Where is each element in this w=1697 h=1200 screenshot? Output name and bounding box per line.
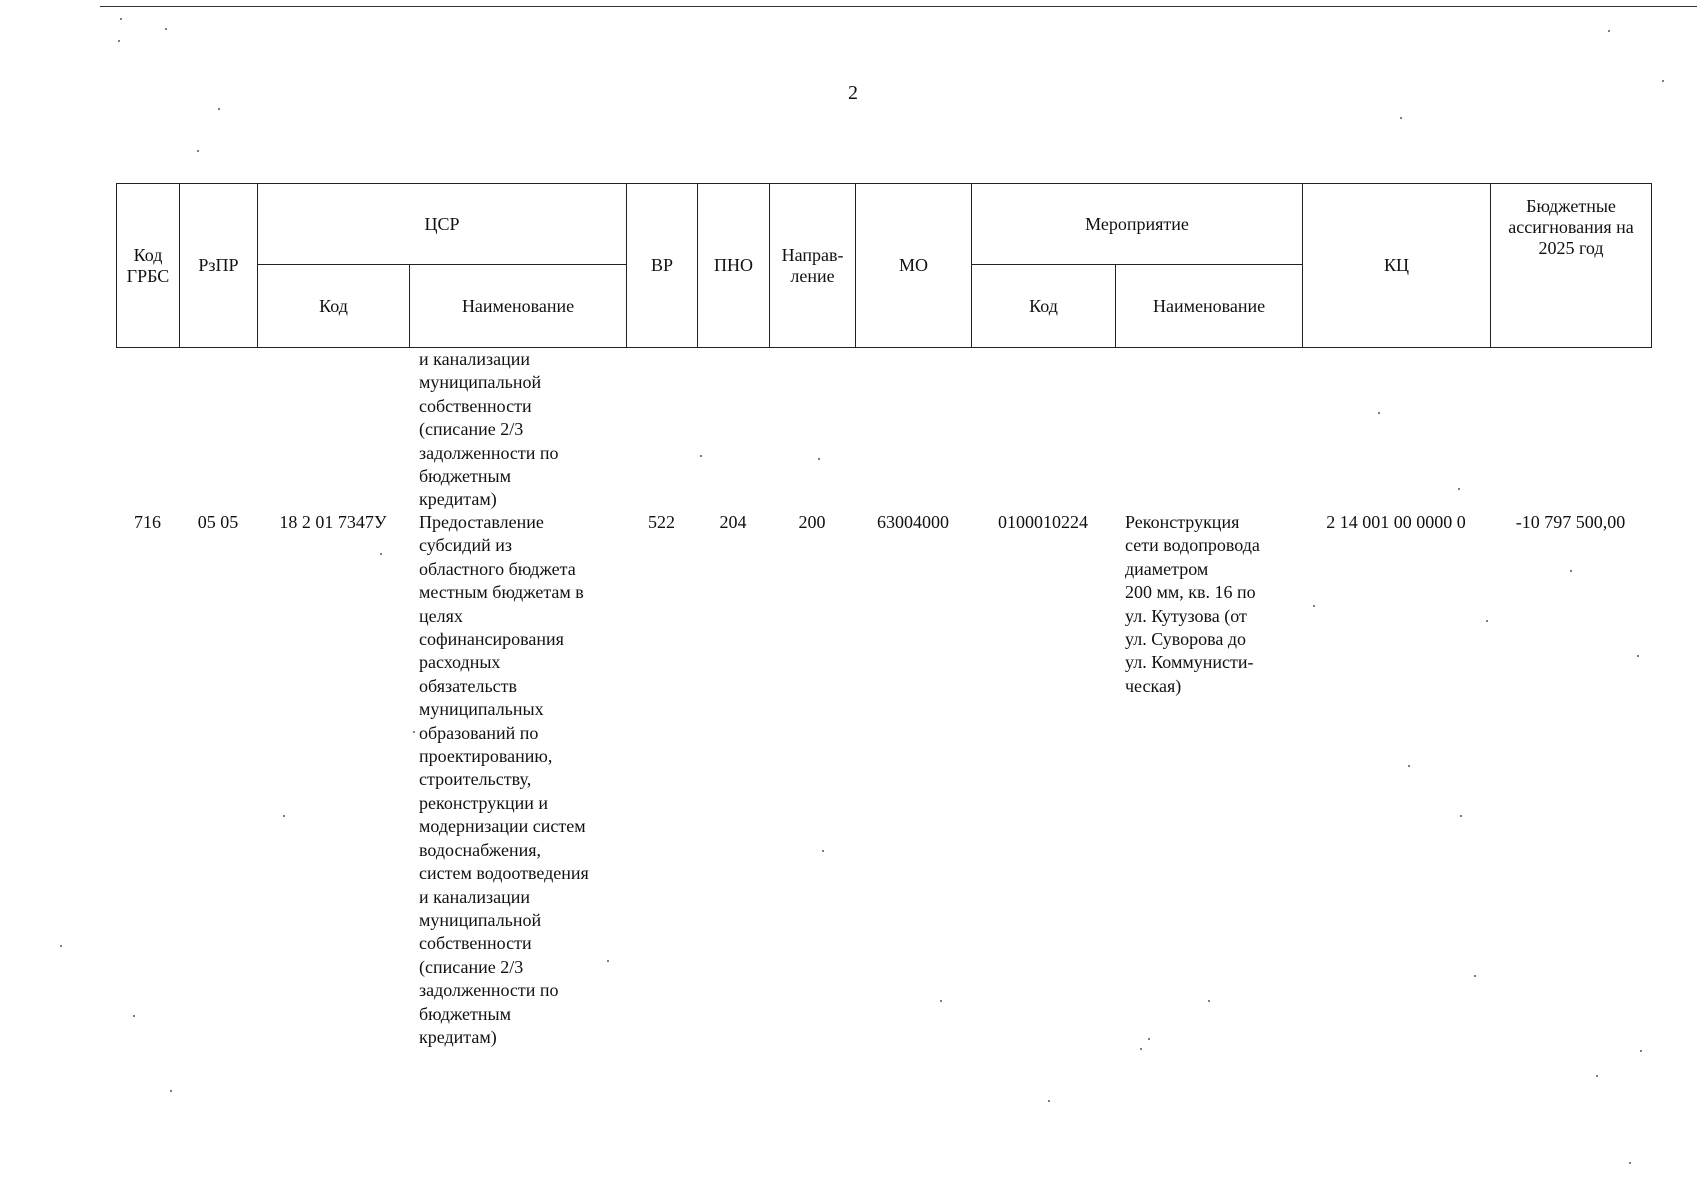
- text-line: расходных: [419, 652, 501, 673]
- speck: [133, 1015, 135, 1017]
- text-line: областного бюджета: [419, 558, 576, 579]
- header-vr: ВР: [627, 184, 698, 348]
- speck: [940, 1000, 942, 1002]
- speck: [1474, 975, 1476, 977]
- top-rule: [100, 6, 1697, 7]
- speck: [218, 108, 220, 110]
- text-line: образований по: [419, 722, 539, 743]
- text-line: местным бюджетам в: [419, 582, 584, 603]
- speck: [700, 455, 702, 457]
- text-line: ул. Кутузова (от: [1125, 605, 1247, 626]
- text-line: Реконструкция: [1125, 512, 1240, 532]
- text-line: проектированию,: [419, 746, 553, 767]
- row-grbs: 716: [134, 512, 161, 532]
- text-line: ческая): [1125, 675, 1182, 696]
- row-direction: 200: [798, 512, 826, 532]
- text-line: муниципальных: [419, 699, 544, 720]
- text-line: целях: [419, 605, 463, 626]
- text-line: обязательств: [419, 675, 518, 696]
- text-line: ул. Суворова до: [1125, 629, 1247, 650]
- speck: [607, 960, 609, 962]
- header-rzpr: РзПР: [180, 184, 258, 348]
- speck: [1400, 117, 1402, 119]
- text-line: и канализации: [419, 349, 530, 369]
- text-line: собственности: [419, 933, 532, 954]
- header-event-name: Наименование: [1116, 265, 1303, 348]
- speck: [1313, 605, 1315, 607]
- text-line: ул. Коммунисти-: [1125, 652, 1254, 673]
- row-csr-code: 18 2 01 7347У: [279, 512, 387, 532]
- speck: [1048, 1100, 1050, 1102]
- speck: [1570, 570, 1572, 572]
- header-event-code: Код: [972, 265, 1116, 348]
- row-rzpr: 05 05: [197, 512, 239, 532]
- text-line: (списание 2/3: [419, 419, 524, 440]
- speck: [1148, 1038, 1150, 1040]
- speck: [1378, 412, 1380, 414]
- row-pno: 204: [719, 512, 747, 532]
- row-budget: -10 797 500,00: [1515, 512, 1626, 532]
- header-pno: ПНО: [698, 184, 770, 348]
- speck: [818, 458, 820, 460]
- text-line: собственности: [419, 395, 532, 416]
- text-line: муниципальной: [419, 372, 542, 393]
- text-line: задолженности по: [419, 442, 559, 463]
- text-line: софинансирования: [419, 629, 564, 650]
- header-direction: Направ-ление: [770, 184, 856, 348]
- header-event: Мероприятие: [972, 184, 1303, 265]
- text-line: реконструкции и: [419, 792, 549, 813]
- header-budget: Бюджетные ассигнования на 2025 год: [1491, 184, 1652, 348]
- text-line: субсидий из: [419, 535, 512, 556]
- speck: [170, 1090, 172, 1092]
- text-line: водоснабжения,: [419, 839, 542, 860]
- text-line: сети водопровода: [1125, 535, 1260, 556]
- row-vr: 522: [648, 512, 675, 532]
- table-header: [116, 183, 1652, 348]
- speck: [413, 731, 415, 733]
- row-mo: 63004000: [877, 512, 949, 532]
- speck: [1460, 815, 1462, 817]
- speck: [1596, 1075, 1598, 1077]
- speck: [1662, 80, 1664, 82]
- text-line: модернизации систем: [419, 816, 586, 837]
- row-kc: 2 14 001 00 0000 0: [1326, 512, 1466, 532]
- text-line: задолженности по: [419, 980, 559, 1001]
- row-event-name: [1125, 511, 1300, 698]
- speck: [165, 28, 167, 30]
- text-line: муниципальной: [419, 909, 542, 930]
- speck: [380, 553, 382, 555]
- speck: [1208, 1000, 1210, 1002]
- page-number: 2: [848, 82, 858, 104]
- speck: [1458, 488, 1460, 490]
- header-kc: КЦ: [1303, 184, 1491, 348]
- speck: [120, 18, 122, 20]
- text-line: бюджетным: [419, 466, 512, 487]
- text-line: систем водоотведения: [419, 863, 589, 884]
- text-line: кредитам): [419, 489, 497, 510]
- speck: [1637, 655, 1639, 657]
- header-csr-name: Наименование: [410, 265, 627, 348]
- speck: [1608, 30, 1610, 32]
- row-csr-name: [419, 511, 619, 1049]
- text-line: 200 мм, кв. 16 по: [1125, 582, 1256, 603]
- speck: [118, 40, 120, 42]
- text-line: диаметром: [1125, 558, 1209, 579]
- text-line: строительству,: [419, 769, 532, 790]
- text-line: Предоставление: [419, 512, 544, 532]
- text-line: и канализации: [419, 886, 530, 907]
- header-csr-code: Код: [258, 265, 410, 348]
- text-line: бюджетным: [419, 1003, 512, 1024]
- speck: [1629, 1162, 1631, 1164]
- speck: [1140, 1048, 1142, 1050]
- text-line: кредитам): [419, 1026, 497, 1047]
- speck: [822, 850, 824, 852]
- speck: [1486, 620, 1488, 622]
- text-line: (списание 2/3: [419, 956, 524, 977]
- header-csr: ЦСР: [258, 184, 627, 265]
- header-grbs: Код ГРБС: [117, 184, 180, 348]
- header-mo: МО: [856, 184, 972, 348]
- row-event-code: 0100010224: [998, 512, 1088, 532]
- speck: [60, 945, 62, 947]
- continuation-csr-name: [419, 348, 619, 512]
- speck: [197, 150, 199, 152]
- speck: [1640, 1050, 1642, 1052]
- speck: [283, 815, 285, 817]
- speck: [1408, 765, 1410, 767]
